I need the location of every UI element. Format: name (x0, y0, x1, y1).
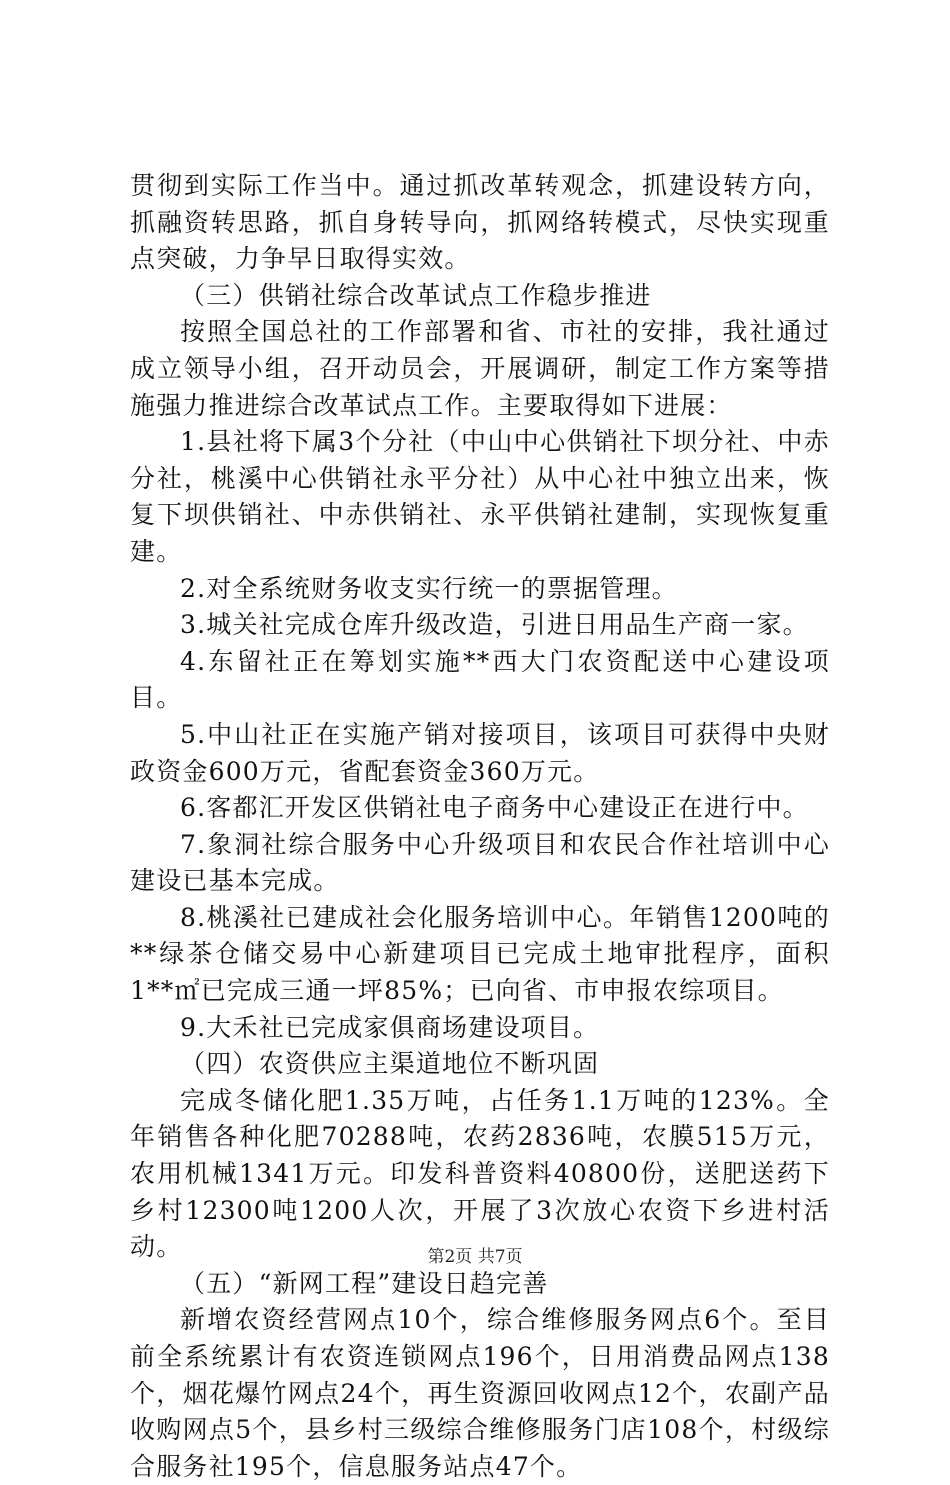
section-heading-4: （四）农资供应主渠道地位不断巩固 (180, 1049, 600, 1079)
page-footer (0, 1242, 950, 1267)
paragraph: 完成冬储化肥1.35万吨，占任务1.1万吨的123%。全年销售各种化肥70288吨，农药2836吨，农膜515万元，农用机械1341万元。印发科普资料40800份，送肥送药下乡村12300吨1200人次，开展了3次放心农资下乡进村活动。 (130, 1085, 830, 1262)
page-number-label: 第2页 共7页 (427, 1247, 523, 1267)
list-item: 4.东留社正在筹划实施**西大门农资配送中心建设项目。 (130, 646, 830, 713)
list-item: 2.对全系统财务收支实行统一的票据管理。 (180, 573, 678, 603)
section-heading-3: （三）供销社综合改革试点工作稳步推进 (180, 280, 652, 310)
list-item: 3.城关社完成仓库升级改造，引进日用品生产商一家。 (180, 610, 809, 640)
paragraph: 新增农资经营网点10个，综合维修服务网点6个。至目前全系统累计有农资连锁网点196个，日用消费品网点138个，烟花爆竹网点24个，再生资源回收网点12个，农副产品收购网点5个，县乡村三级综合维修服务门店108个，村级综合服务社195个，信息服务站点47个。 (130, 1305, 830, 1481)
list-item: 9.大禾社已完成家俱商场建设项目。 (180, 1012, 600, 1042)
list-item: 6.客都汇开发区供销社电子商务中心建设正在进行中。 (180, 793, 809, 823)
list-item: 5.中山社正在实施产销对接项目，该项目可获得中央财政资金600万元，省配套资金360万元。 (130, 719, 830, 786)
list-item: 8.桃溪社已建成社会化服务培训中心。年销售1200吨的**绿茶仓储交易中心新建项目已完成土地审批程序，面积1**㎡已完成三通一坪85%；已向省、市申报农综项目。 (130, 902, 830, 1006)
document-body (130, 168, 830, 1485)
paragraph-continuation: 贯彻到实际工作当中。通过抓改革转观念，抓建设转方向，抓融资转思路，抓自身转导向，抓网络转模式，尽快实现重点突破，力争早日取得实效。 (130, 171, 830, 274)
list-item: 7.象洞社综合服务中心升级项目和农民合作社培训中心建设已基本完成。 (130, 829, 830, 896)
section-heading-5: （五）“新网工程”建设日趋完善 (180, 1268, 549, 1298)
list-item: 1.县社将下属3个分社（中山中心供销社下坝分社、中赤分社，桃溪中心供销社永平分社）从中心社中独立出来，恢复下坝供销社、中赤供销社、永平供销社建制，实现恢复重建。 (130, 427, 830, 566)
paragraph: 按照全国总社的工作部署和省、市社的安排，我社通过成立领导小组，召开动员会，开展调研，制定工作方案等措施强力推进综合改革试点工作。主要取得如下进展： (130, 317, 830, 420)
